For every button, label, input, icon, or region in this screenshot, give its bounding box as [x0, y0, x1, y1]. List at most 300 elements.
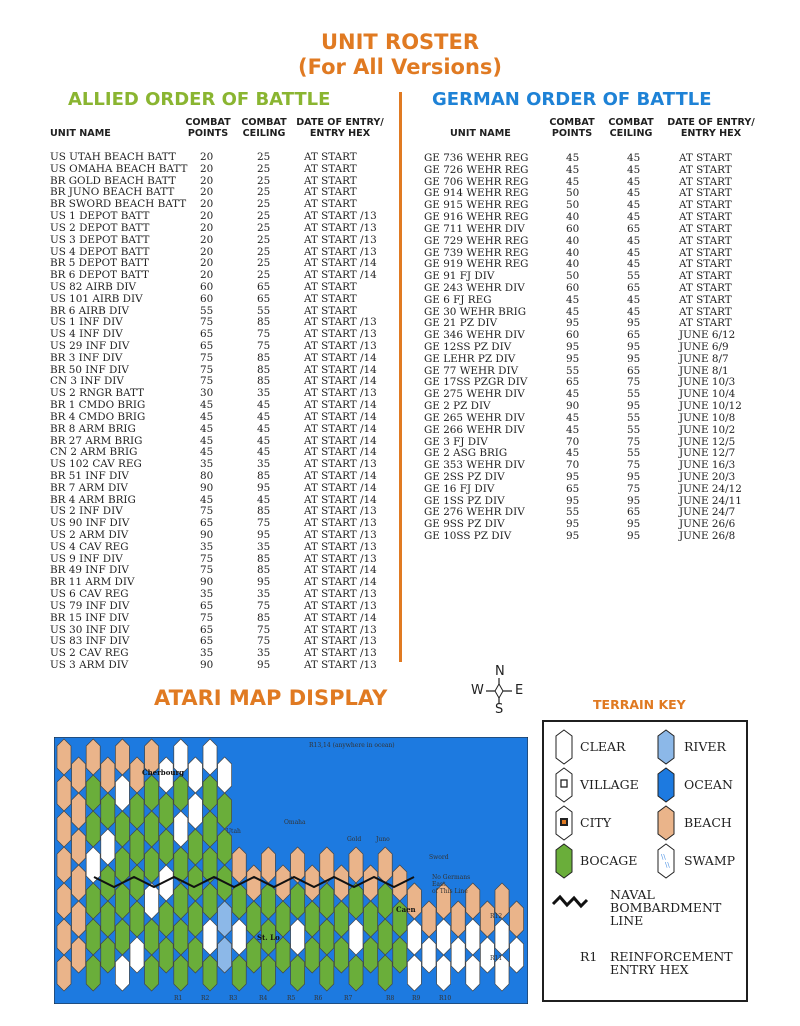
bocage-hex [364, 901, 378, 937]
combat-points: 35 [200, 588, 214, 601]
german-header-points: COMBAT POINTS [549, 117, 595, 139]
unit-name: GE 265 WEHR DIV [424, 411, 525, 424]
table-row [50, 412, 395, 424]
entry: JUNE 24/11 [679, 494, 742, 507]
clear-hex [115, 775, 129, 811]
beach-hex [232, 847, 246, 883]
beach-label-juno: Juno [376, 836, 390, 843]
entry: JUNE 8/1 [679, 364, 729, 377]
unit-name: GE 919 WEHR REG [424, 258, 529, 271]
clear-hex-icon [556, 730, 572, 764]
page-subtitle: (For All Versions) [297, 55, 503, 79]
svg-text:\\: \\ [665, 861, 670, 869]
bocage-hex [334, 901, 348, 937]
terrain-key-title: TERRAIN KEY [593, 697, 686, 712]
entry: AT START /13 [304, 647, 377, 660]
table-row [50, 164, 395, 176]
beach-hex [72, 865, 86, 901]
unit-name: GE 916 WEHR REG [424, 211, 529, 224]
combat-points: 45 [200, 446, 214, 459]
combat-points: 45 [566, 305, 580, 318]
entry: AT START /14 [304, 434, 377, 447]
entry: AT START [304, 186, 357, 199]
combat-ceiling: 95 [627, 494, 641, 507]
bocage-hex [86, 775, 100, 811]
key-clear: CLEAR [580, 739, 626, 754]
table-row [424, 425, 794, 437]
allied-heading: ALLIED ORDER OF BATTLE [68, 89, 331, 110]
entry: AT START [679, 199, 732, 212]
combat-points: 90 [200, 658, 214, 671]
combat-ceiling: 55 [627, 423, 641, 436]
combat-points: 60 [200, 280, 214, 293]
combat-ceiling: 75 [257, 599, 271, 612]
clear-hex [115, 955, 129, 991]
unit-name: US 2 INF DIV [50, 505, 123, 518]
key-village: VILLAGE [580, 777, 639, 792]
combat-points: 20 [200, 257, 214, 270]
map-title: ATARI MAP DISPLAY [154, 686, 388, 710]
combat-ceiling: 45 [257, 446, 271, 459]
bocage-hex [130, 793, 144, 829]
entry: JUNE 12/7 [679, 447, 736, 460]
unit-name: BR 15 INF DIV [50, 611, 129, 624]
combat-points: 70 [566, 435, 580, 448]
combat-ceiling: 35 [257, 540, 271, 553]
combat-ceiling: 25 [257, 162, 271, 175]
entry: AT START /14 [304, 375, 377, 388]
clear-hex [407, 919, 421, 955]
combat-ceiling: 25 [257, 198, 271, 211]
beach-hex [57, 811, 71, 847]
unit-name: US UTAH BEACH BATT [50, 151, 176, 163]
bocage-hex [203, 883, 217, 919]
combat-points: 60 [200, 292, 214, 305]
entry: AT START [679, 281, 732, 294]
combat-points: 80 [200, 469, 214, 482]
combat-ceiling: 25 [257, 257, 271, 270]
combat-points: 35 [200, 647, 214, 660]
combat-points: 45 [566, 388, 580, 401]
combat-points: 75 [200, 611, 214, 624]
bocage-hex [203, 811, 217, 847]
entry: AT START [679, 211, 732, 224]
combat-ceiling: 65 [627, 364, 641, 377]
bocage-hex [203, 775, 217, 811]
entry: AT START [679, 305, 732, 318]
combat-ceiling: 75 [257, 635, 271, 648]
entry: JUNE 10/12 [679, 400, 742, 413]
clear-hex [291, 919, 305, 955]
unit-name: BR 49 INF DIV [50, 564, 129, 577]
combat-ceiling: 45 [627, 199, 641, 212]
clear-hex [451, 937, 465, 973]
unit-name: BR 8 ARM BRIG [50, 422, 136, 435]
entry: AT START [679, 246, 732, 259]
bocage-hex [174, 919, 188, 955]
combat-ceiling: 95 [257, 481, 271, 494]
city-label-caen: Caen [396, 905, 416, 914]
combat-ceiling: 75 [627, 435, 641, 448]
unit-name: GE 726 WEHR REG [424, 163, 529, 176]
hex-label: R6 [314, 995, 323, 1002]
map-canvas [54, 737, 528, 1004]
table-row [50, 424, 395, 436]
entry: AT START /14 [304, 446, 377, 459]
entry: JUNE 12/5 [679, 435, 736, 448]
bocage-hex [247, 937, 261, 973]
unit-name: BR JUNO BEACH BATT [50, 186, 175, 199]
bocage-hex [159, 901, 173, 937]
entry: AT START /13 [304, 552, 377, 565]
unit-name: US 82 AIRB DIV [50, 280, 137, 293]
terrain-key [542, 720, 748, 1002]
combat-points: 45 [566, 411, 580, 424]
column-divider [399, 92, 402, 662]
combat-points: 65 [200, 599, 214, 612]
combat-ceiling: 45 [627, 234, 641, 247]
entry: AT START [679, 258, 732, 271]
table-row [424, 531, 794, 543]
combat-ceiling: 95 [627, 530, 641, 542]
combat-points: 95 [566, 341, 580, 353]
entry: AT START [679, 175, 732, 188]
beach-hex [364, 865, 378, 901]
bocage-hex [86, 919, 100, 955]
entry: AT START [304, 304, 357, 317]
unit-name: GE 729 WEHR REG [424, 234, 529, 247]
compass-w: W [471, 683, 484, 698]
allied-header-ceiling: COMBAT CEILING [241, 117, 287, 139]
unit-name: US 4 INF DIV [50, 328, 123, 341]
unit-name: US 4 DEPOT BATT [50, 245, 150, 258]
unit-name: BR 4 ARM BRIG [50, 493, 136, 506]
hex-map [54, 737, 528, 1004]
table-row [50, 223, 395, 235]
bocage-hex [86, 883, 100, 919]
beach-hex [72, 937, 86, 973]
bocage-hex [276, 901, 290, 937]
combat-ceiling: 95 [627, 341, 641, 353]
allied-header-points: COMBAT POINTS [185, 117, 231, 139]
combat-ceiling: 95 [627, 518, 641, 531]
combat-ceiling: 75 [627, 482, 641, 495]
bocage-hex [349, 955, 363, 991]
combat-points: 65 [566, 376, 580, 389]
unit-name: GE 3 FJ DIV [424, 435, 488, 448]
unit-name: US 102 CAV REG [50, 458, 142, 471]
beach-hex [57, 847, 71, 883]
beach-hex [378, 847, 392, 883]
entry: JUNE 10/4 [679, 388, 736, 401]
german-header-ceiling: COMBAT CEILING [608, 117, 654, 139]
table-row [50, 542, 395, 554]
hex-label: R4 [259, 995, 268, 1002]
clear-hex [437, 919, 451, 955]
beach-hex [57, 919, 71, 955]
unit-name: GE 12SS PZ DIV [424, 341, 512, 353]
unit-name: BR SWORD BEACH BATT [50, 198, 187, 211]
beach-label-sword: Sword [429, 854, 449, 861]
river-hex [218, 937, 232, 973]
combat-points: 20 [200, 162, 214, 175]
combat-points: 45 [566, 293, 580, 306]
combat-points: 60 [566, 329, 580, 342]
unit-name: GE 2SS PZ DIV [424, 470, 505, 483]
bocage-hex [115, 883, 129, 919]
bocage-hex [145, 775, 159, 811]
bocage-hex [145, 955, 159, 991]
beach-hex-icon [658, 806, 674, 840]
bocage-hex [86, 811, 100, 847]
bocage-hex [159, 829, 173, 865]
unit-name: GE 275 WEHR DIV [424, 388, 525, 401]
unit-name: US 101 AIRB DIV [50, 292, 143, 305]
entry: AT START /14 [304, 576, 377, 589]
bocage-hex [378, 919, 392, 955]
clear-hex [349, 919, 363, 955]
unit-name: US 2 RNGR BATT [50, 387, 145, 400]
unit-name: US 30 INF DIV [50, 623, 130, 636]
combat-points: 20 [200, 210, 214, 223]
combat-points: 20 [200, 186, 214, 199]
clear-hex [510, 937, 524, 973]
key-city: CITY [580, 815, 612, 830]
bocage-hex [232, 883, 246, 919]
bocage-hex [115, 811, 129, 847]
beach-label-gold: Gold [347, 836, 362, 843]
hex-label: R8 [386, 995, 395, 1002]
combat-points: 75 [200, 505, 214, 518]
clear-hex [466, 955, 480, 991]
bocage-hex [305, 901, 319, 937]
combat-ceiling: 75 [257, 328, 271, 341]
unit-name: US 83 INF DIV [50, 635, 130, 648]
hex-label: R2 [201, 995, 210, 1002]
bocage-hex [320, 919, 334, 955]
entry: AT START /14 [304, 351, 377, 364]
entry: AT START /13 [304, 588, 377, 601]
bocage-hex [174, 883, 188, 919]
beach-hex [57, 775, 71, 811]
combat-ceiling: 95 [627, 470, 641, 483]
beach-hex [57, 883, 71, 919]
combat-points: 20 [200, 174, 214, 187]
entry: AT START /14 [304, 469, 377, 482]
bocage-hex [101, 793, 115, 829]
entry: AT START /14 [304, 410, 377, 423]
unit-name: GE 2 PZ DIV [424, 400, 491, 413]
entry: AT START /14 [304, 493, 377, 506]
table-row [50, 282, 395, 294]
compass-n: N [495, 664, 505, 679]
bocage-hex [101, 937, 115, 973]
combat-points: 45 [200, 399, 214, 412]
combat-points: 20 [200, 233, 214, 246]
unit-name: BR 5 DEPOT BATT [50, 257, 149, 270]
combat-points: 95 [566, 317, 580, 330]
combat-points: 60 [566, 222, 580, 235]
combat-ceiling: 45 [627, 163, 641, 176]
beach-hex [72, 793, 86, 829]
entry: AT START /13 [304, 233, 377, 246]
combat-ceiling: 65 [627, 281, 641, 294]
compass-rose [468, 664, 530, 718]
combat-ceiling: 65 [627, 506, 641, 519]
combat-ceiling: 85 [257, 469, 271, 482]
unit-name: BR 11 ARM DIV [50, 576, 135, 589]
combat-ceiling: 45 [627, 246, 641, 259]
table-row [50, 601, 395, 613]
bocage-hex-icon [556, 844, 572, 878]
hex-label: R11 [490, 955, 503, 962]
table-row [50, 471, 395, 483]
unit-name: BR 4 CMDO BRIG [50, 410, 146, 423]
entry: JUNE 6/12 [679, 329, 736, 342]
bocage-hex [174, 775, 188, 811]
hex-label: R5 [287, 995, 296, 1002]
combat-points: 30 [200, 387, 214, 400]
combat-ceiling: 35 [257, 647, 271, 660]
bocage-hex [188, 829, 202, 865]
combat-ceiling: 45 [257, 434, 271, 447]
beach-hex [451, 901, 465, 937]
clear-hex [437, 955, 451, 991]
entry: JUNE 24/7 [679, 506, 736, 519]
entry: AT START /13 [304, 340, 377, 352]
beach-hex [261, 847, 275, 883]
combat-ceiling: 85 [257, 611, 271, 624]
unit-name: US 90 INF DIV [50, 517, 130, 530]
compass-s: S [495, 702, 504, 717]
unit-name: GE 243 WEHR DIV [424, 281, 525, 294]
unit-name: GE 6 FJ REG [424, 293, 492, 306]
unit-name: US 9 INF DIV [50, 552, 123, 565]
allied-header-entry: DATE OF ENTRY/ ENTRY HEX [296, 117, 384, 139]
table-row [424, 472, 794, 484]
unit-name: GE 16 FJ DIV [424, 482, 495, 495]
unit-name: BR 6 AIRB DIV [50, 304, 129, 317]
combat-points: 50 [566, 270, 580, 283]
allied-header-unit: UNIT NAME [50, 128, 111, 139]
table-row [50, 660, 395, 672]
combat-ceiling: 25 [257, 210, 271, 223]
combat-ceiling: 25 [257, 269, 271, 282]
unit-name: GE 276 WEHR DIV [424, 506, 525, 519]
key-ocean: OCEAN [684, 777, 733, 792]
combat-ceiling: 85 [257, 552, 271, 565]
clear-hex [232, 919, 246, 955]
entry: AT START /14 [304, 269, 377, 282]
combat-ceiling: 45 [257, 410, 271, 423]
combat-points: 65 [200, 340, 214, 352]
entry: AT START [679, 222, 732, 235]
city-label-cherbourg: Cherbourg [142, 768, 185, 777]
combat-points: 20 [200, 151, 214, 163]
bocage-hex [378, 883, 392, 919]
entry: AT START [304, 292, 357, 305]
combat-ceiling: 35 [257, 458, 271, 471]
key-naval: NAVAL BOMBARDMENT LINE [610, 887, 722, 928]
bocage-hex [86, 955, 100, 991]
combat-ceiling: 85 [257, 375, 271, 388]
bocage-hex [203, 955, 217, 991]
beach-hex [72, 757, 86, 793]
table-row [424, 413, 794, 425]
german-heading: GERMAN ORDER OF BATTLE [432, 89, 712, 110]
combat-points: 75 [200, 375, 214, 388]
table-row [424, 165, 794, 177]
unit-name: BR 27 ARM BRIG [50, 434, 143, 447]
beach-hex [510, 901, 524, 937]
unit-name: CN 3 INF DIV [50, 375, 124, 388]
hex-label: R9 [412, 995, 421, 1002]
entry: JUNE 10/3 [679, 376, 736, 389]
clear-hex [203, 739, 217, 775]
clear-hex [188, 793, 202, 829]
unit-name: GE LEHR PZ DIV [424, 352, 516, 365]
combat-ceiling: 95 [257, 658, 271, 671]
unit-name: GE 266 WEHR DIV [424, 423, 525, 436]
entry: AT START /14 [304, 611, 377, 624]
combat-ceiling: 25 [257, 221, 271, 234]
table-row [424, 295, 794, 307]
table-row [424, 283, 794, 295]
entry: JUNE 26/6 [679, 518, 736, 531]
combat-points: 55 [200, 304, 214, 317]
table-row [424, 354, 794, 366]
clear-hex [101, 829, 115, 865]
combat-points: 65 [566, 482, 580, 495]
unit-name: BR 6 DEPOT BATT [50, 269, 149, 282]
combat-ceiling: 55 [627, 388, 641, 401]
unit-name: GE 91 FJ DIV [424, 270, 495, 283]
combat-points: 65 [200, 328, 214, 341]
combat-points: 20 [200, 245, 214, 258]
table-row [424, 484, 794, 496]
entry: JUNE 26/8 [679, 530, 736, 542]
combat-points: 45 [566, 175, 580, 188]
combat-points: 75 [200, 316, 214, 329]
combat-points: 45 [566, 423, 580, 436]
combat-points: 95 [566, 494, 580, 507]
combat-ceiling: 25 [257, 186, 271, 199]
hex-label: R7 [344, 995, 353, 1002]
entry: AT START /14 [304, 422, 377, 435]
entry: AT START [304, 198, 357, 211]
unit-name: GE 346 WEHR DIV [424, 329, 525, 342]
entry: JUNE 16/3 [679, 459, 736, 472]
german-header-entry: DATE OF ENTRY/ ENTRY HEX [667, 117, 755, 139]
beach-hex [422, 901, 436, 937]
combat-ceiling: 95 [627, 317, 641, 330]
combat-ceiling: 45 [627, 293, 641, 306]
entry: JUNE 10/8 [679, 411, 736, 424]
bocage-hex [115, 847, 129, 883]
bocage-hex [145, 811, 159, 847]
entry: AT START [679, 163, 732, 176]
combat-points: 20 [200, 221, 214, 234]
entry: AT START /14 [304, 399, 377, 412]
german-table [424, 153, 794, 543]
entry: JUNE 10/2 [679, 423, 736, 436]
unit-name: GE 10SS PZ DIV [424, 530, 512, 542]
entry: AT START [304, 280, 357, 293]
key-river: RIVER [684, 739, 726, 754]
clear-hex [407, 955, 421, 991]
entry: AT START [304, 162, 357, 175]
combat-points: 95 [566, 352, 580, 365]
